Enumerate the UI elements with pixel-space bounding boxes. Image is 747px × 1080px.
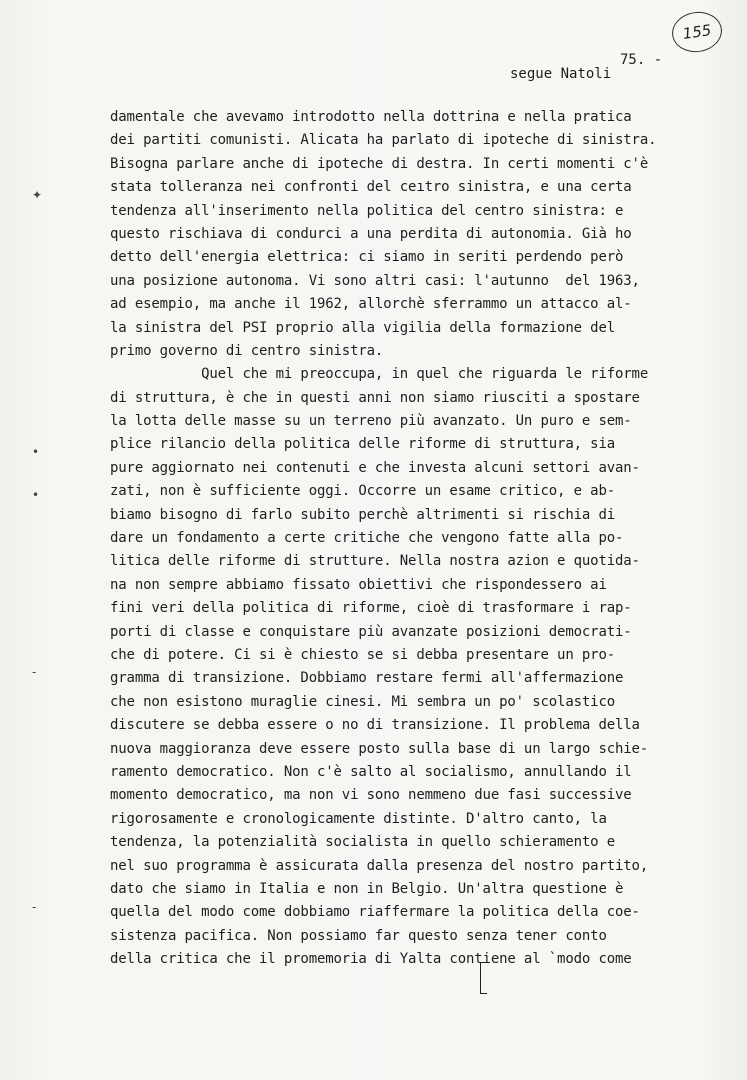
text-line: la sinistra del PSI proprio alla vigilia della formazione del	[110, 319, 616, 336]
text-line: tendenza, la potenzialità socialista in quello schieramento e	[110, 834, 616, 851]
text-line: la lotta delle masse su un terreno più avanzato. Un puro e sem-	[110, 413, 632, 430]
archive-stamp: 155	[669, 9, 724, 56]
text-line: dei partiti comunisti. Alicata ha parlato di ipoteche di sinistra.	[110, 132, 657, 149]
text-line: tendenza all'inserimento nella politica del centro sinistra: e	[110, 202, 624, 219]
margin-mark: -	[32, 665, 37, 679]
text-line: nel suo programma è assicurata dalla presenza del nostro partito,	[110, 857, 649, 874]
text-line: dare un fondamento a certe critiche che vengono fatte alla po-	[110, 530, 624, 547]
text-line: plice rilancio della politica delle riforme di struttura, sia	[110, 436, 616, 453]
text-line: questo rischiava di condurci a una perdita di autonomia. Già ho	[110, 225, 632, 242]
text-line: una posizione autonoma. Vi sono altri casi: l'autunno del 1963,	[110, 272, 640, 289]
text-line: stata tolleranza nei confronti del ceıtro sinistra, e una certa	[110, 179, 632, 196]
text-line: di struttura, è che in questi anni non siamo riusciti a spostare	[110, 389, 640, 406]
text-line: detto dell'energia elettrica: ci siamo in seriti perdendo però	[110, 249, 624, 266]
text-line: discutere se debba essere o no di transizione. Il problema della	[110, 717, 640, 734]
text-line: biamo bisogno di farlo subito perchè altrimenti si rischia di	[110, 506, 616, 523]
text-line: zati, non è sufficiente oggi. Occorre un esame critico, e ab-	[110, 483, 616, 500]
text-line: sistenza pacifica. Non possiamo far questo senza tener conto	[110, 927, 607, 944]
text-line: della critica che il promemoria di Yalta contiene al `modo come	[110, 951, 632, 968]
text-line: porti di classe e conquistare più avanzate posizioni democrati-	[110, 623, 632, 640]
text-line: Quel che mi preoccupa, in quel che riguarda le riforme	[110, 366, 649, 383]
text-line: ramento democratico. Non c'è salto al socialismo, annullando il	[110, 763, 632, 780]
page-number: 75. -	[620, 52, 663, 68]
text-line: na non sempre abbiamo fissato obiettivi che rispondessero ai	[110, 576, 607, 593]
text-line: pure aggiornato nei contenuti e che investa alcuni settori avan-	[110, 459, 640, 476]
text-line: litica delle riforme di strutture. Nella nostra azion e quotida-	[110, 553, 640, 570]
text-line: fini veri della politica di riforme, cioè di trasformare i rap-	[110, 600, 632, 617]
typed-text-body	[110, 106, 710, 971]
text-line: ad esempio, ma anche il 1962, allorchè sferrammo un attacco al-	[110, 296, 632, 313]
text-line: primo governo di centro sinistra.	[110, 342, 384, 359]
text-line: gramma di transizione. Dobbiamo restare fermi all'affermazione	[110, 670, 624, 687]
text-line: rigorosamente e cronologicamente distinte. D'altro canto, la	[110, 810, 607, 827]
text-line: che non esistono muraglie cinesi. Mi sembra un po' scolastico	[110, 693, 616, 710]
margin-mark: •	[32, 488, 40, 502]
margin-mark: ✦	[32, 188, 43, 202]
text-line: Bisogna parlare anche di ipoteche di destra. In certi momenti c'è	[110, 155, 649, 172]
text-line: dato che siamo in Italia e non in Belgio. Un'altra questione è	[110, 880, 624, 897]
speaker-header: segue Natoli	[510, 66, 612, 82]
text-line: nuova maggioranza deve essere posto sulla base di un largo schie-	[110, 740, 649, 757]
text-line: che di potere. Ci si è chiesto se si debba presentare un pro-	[110, 646, 616, 663]
text-line: momento democratico, ma non vi sono nemmeno due fasi successive	[110, 787, 632, 804]
text-line: quella del modo come dobbiamo riaffermare la politica della coe-	[110, 904, 640, 921]
text-line: damentale che avevamo introdotto nella dottrina e nella pratica	[110, 109, 632, 125]
margin-mark: -	[32, 900, 37, 914]
margin-mark: •	[32, 445, 40, 459]
